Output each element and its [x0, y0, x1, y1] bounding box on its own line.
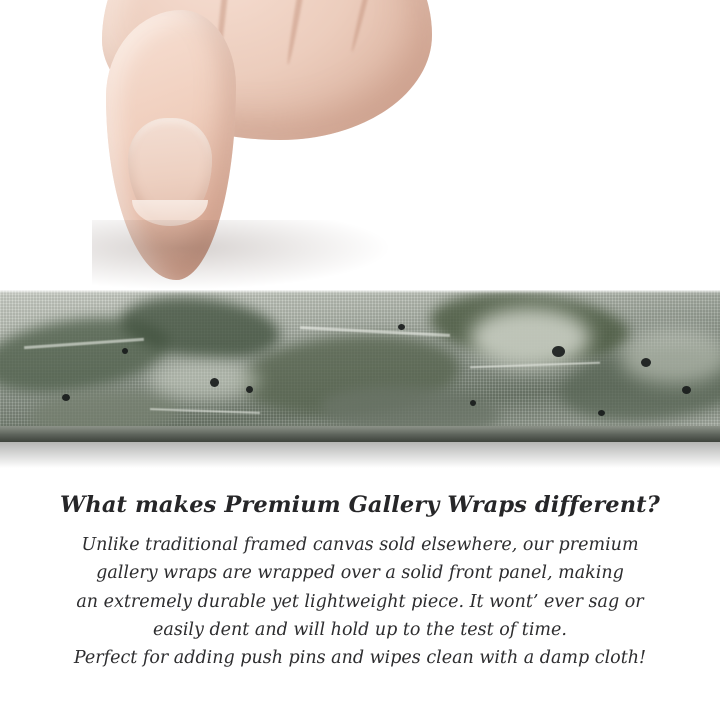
- knuckle-crease: [350, 0, 384, 53]
- gallery-wrap-canvas-edge: [0, 290, 720, 442]
- canvas-drop-shadow: [0, 442, 720, 468]
- body-line: easily dent and will hold up to the test of time.: [153, 620, 567, 641]
- body-line: gallery wraps are wrapped over a solid front panel, making: [96, 563, 624, 584]
- canvas-highlight: [620, 330, 720, 384]
- body-copy: [0, 531, 720, 673]
- body-line: Unlike traditional framed canvas sold elsewhere, our premium: [81, 535, 639, 555]
- canvas-speck: [641, 358, 651, 367]
- hand-shadow: [92, 220, 392, 290]
- canvas-speck: [398, 324, 405, 330]
- knuckle-crease: [285, 0, 317, 65]
- body-line: an extremely durable yet lightweight piece. It wont’ ever sag or: [76, 591, 644, 612]
- canvas-speck: [246, 386, 253, 393]
- marketing-copy: [0, 492, 720, 673]
- canvas-speck: [552, 346, 565, 357]
- canvas-top-edge: [0, 290, 720, 294]
- headline: What makes Premium Gallery Wraps different?: [60, 492, 660, 518]
- canvas-speck: [470, 400, 476, 406]
- canvas-speck: [122, 348, 128, 354]
- canvas-speck: [598, 410, 605, 416]
- canvas-bottom-edge: [0, 426, 720, 442]
- canvas-speck: [682, 386, 691, 394]
- canvas-highlight: [150, 360, 260, 400]
- body-line: Perfect for adding push pins and wipes clean with a damp cloth!: [73, 648, 647, 669]
- canvas-highlight: [470, 308, 590, 368]
- hand-pressing-canvas: [92, 0, 442, 310]
- canvas-speck: [210, 378, 219, 387]
- canvas-speck: [62, 394, 70, 401]
